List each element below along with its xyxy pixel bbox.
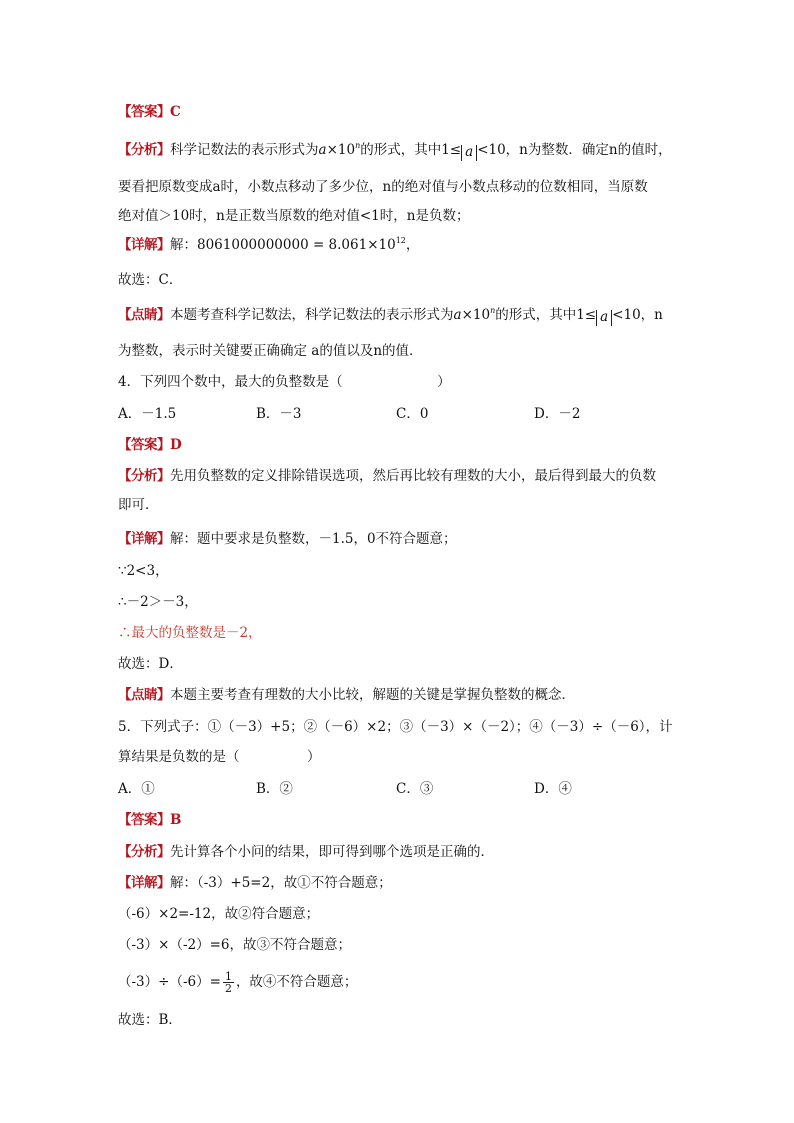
q5-option-d: D．④ [534, 781, 572, 797]
q4-stem: 4．下列四个数中，最大的负整数是（ ） [118, 374, 451, 390]
q4-detail-line-1: 【详解】解：题中要求是负整数，－1.5，0不符合题意； [118, 531, 457, 547]
analysis-tag: 【分析】 [118, 142, 170, 158]
q4-analysis-line-1: 【分析】先用负整数的定义排除错误选项，然后再比较有理数的大小，最后得到最大的负数 [118, 468, 656, 484]
absolute-value-a: a [596, 310, 612, 326]
detail-tag: 【详解】 [118, 237, 170, 253]
absolute-value-a: a [461, 145, 477, 161]
answer-value: B [170, 812, 181, 828]
answer-tag: 【答案】 [118, 437, 170, 453]
q5-detail-line-1: 【详解】解：（-3）+5=2，故①不符合题意； [118, 875, 392, 891]
q5-option-c: C．③ [396, 781, 434, 797]
q5-stem-line-2: 算结果是负数的是（ ） [118, 749, 321, 765]
detail-tag: 【详解】 [118, 875, 170, 891]
analysis-tag: 【分析】 [118, 468, 170, 484]
q3-choose: 故选：C． [118, 272, 183, 288]
q3-analysis-line-3: 绝对值＞10时，n是正数当原数的绝对值<1时，n是负数； [118, 208, 470, 224]
q4-analysis-line-2: 即可． [118, 497, 159, 513]
q4-choose: 故选：D． [118, 656, 183, 672]
q4-option-a: A．－1.5 [118, 406, 177, 422]
comment-tag: 【点睛】 [118, 307, 170, 323]
detail-tag: 【详解】 [118, 531, 170, 547]
q5-stem-line-1: 5．下列式子：①（－3）+5；②（－6）×2；③（－3）×（－2）；④（－3）÷（－6），计 [118, 719, 673, 735]
q3-detail: 【详解】解：$8061000000000 = 8.061\times 10^{12}$， [118, 236, 420, 253]
q5-detail-line-2: （-6）×2=-12，故②符合题意； [118, 906, 320, 922]
answer-value: D [170, 437, 182, 453]
q5-detail-line-3: （-3）×（-2）=6，故③不符合题意； [118, 937, 352, 953]
answer-value: C [170, 104, 181, 120]
q5-option-b: B．② [256, 781, 293, 797]
answer-tag: 【答案】 [118, 812, 170, 828]
q5-answer [118, 811, 181, 829]
q4-detail-line-4: ∴最大的负整数是－2， [118, 625, 262, 641]
q4-comment: 【点睛】本题主要考查有理数的大小比较，解题的关键是掌握负整数的概念． [118, 687, 575, 703]
q3-comment-line-1: 【点睛】本题考查科学记数法，科学记数法的表示形式为$a\times 10^n$的形式，其中1≤ a <10，n [118, 306, 663, 325]
comment-tag: 【点睛】 [118, 687, 170, 703]
q4-detail-line-3: ∴－2＞－3， [118, 594, 198, 610]
q3-comment-line-2: 为整数，表示时关键要正确确定 a的值以及n的值． [118, 343, 423, 359]
q3-analysis-line-2: 要看把原数变成a时，小数点移动了多少位，n的绝对值与小数点移动的位数相同，当原数 [118, 179, 648, 195]
q5-choose: 故选：B． [118, 1012, 182, 1028]
q4-option-d: D．－2 [534, 406, 581, 422]
q5-option-a: A．① [118, 781, 155, 797]
analysis-tag: 【分析】 [118, 844, 170, 860]
fraction-one-half: $\frac{1}{2}$ [224, 970, 232, 995]
answer-tag: 【答案】 [118, 104, 170, 120]
q5-detail-line-4: （-3）÷（-6）= $\frac{1}{2}$ ，故④不符合题意； [118, 970, 358, 995]
q5-options [118, 780, 638, 798]
q3-analysis-line-1: 【分析】科学记数法的表示形式为$a\times 10^n$的形式，其中1≤ a <10，n为整数．确定n的值时， [118, 141, 672, 160]
q4-answer [118, 436, 181, 454]
q4-option-b: B．－3 [256, 406, 302, 422]
q4-option-c: C．0 [396, 406, 429, 422]
q4-options [118, 405, 638, 423]
q4-detail-line-2: ∵2<3， [118, 563, 169, 579]
q3-answer [118, 103, 180, 121]
q5-analysis: 【分析】先计算各个小问的结果，即可得到哪个选项是正确的． [118, 844, 494, 860]
